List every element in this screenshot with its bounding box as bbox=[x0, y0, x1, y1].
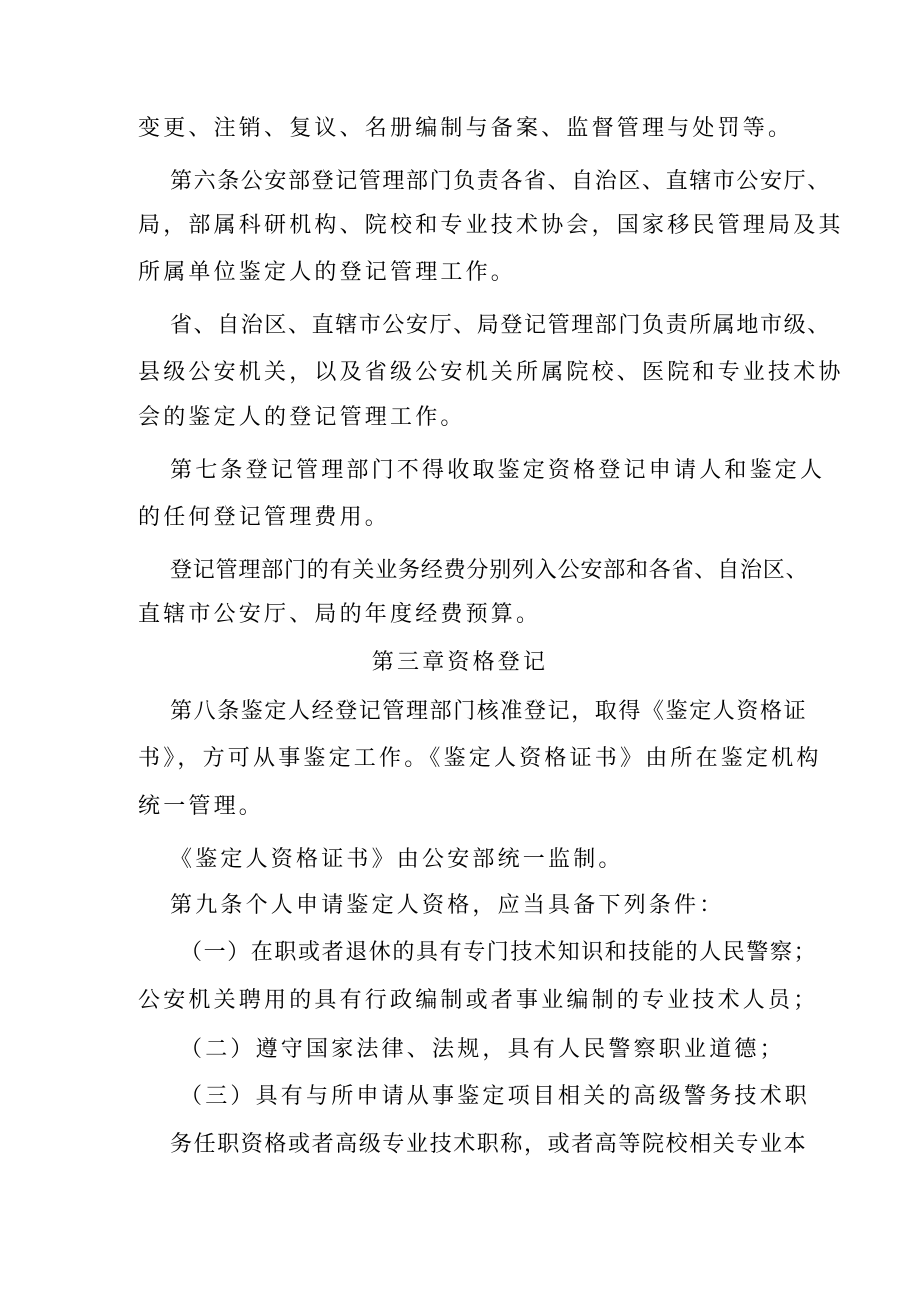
text-line-21: （三）具有与所申请从事鉴定项目相关的高级警务技术职 bbox=[180, 1084, 811, 1109]
text-line-9: 的任何登记管理费用。 bbox=[138, 505, 391, 530]
text-line-15: 统一管理。 bbox=[138, 794, 265, 819]
text-line-16: 《鉴定人资格证书》由公安部统一监制。 bbox=[170, 847, 624, 872]
text-line-13: 第八条鉴定人经登记管理部门核准登记，取得《鉴定人资格证 bbox=[170, 699, 808, 724]
text-line-20: （二）遵守国家法律、法规，具有人民警察职业道德； bbox=[180, 1037, 785, 1062]
text-line-18: （一）在职或者退休的具有专门技术知识和技能的人民警察； bbox=[180, 940, 818, 965]
text-line-4: 所属单位鉴定人的登记管理工作。 bbox=[138, 260, 517, 285]
text-line-10: 登记管理部门的有关业务经费分别列入公安部和各省、自治区、 bbox=[170, 558, 809, 583]
text-line-3: 局，部属科研机构、院校和专业技术协会，国家移民管理局及其 bbox=[138, 213, 844, 238]
text-line-1: 变更、注销、复议、名册编制与备案、监督管理与处罚等。 bbox=[138, 116, 794, 141]
text-line-14: 书》，方可从事鉴定工作。《鉴定人资格证书》由所在鉴定机构 bbox=[138, 746, 822, 771]
text-line-11: 直辖市公安厅、局的年度经费预算。 bbox=[138, 602, 542, 627]
text-line-8: 第七条登记管理部门不得收取鉴定资格登记申请人和鉴定人 bbox=[170, 458, 826, 483]
text-line-2: 第六条公安部登记管理部门负责各省、自治区、直辖市公安厅、 bbox=[170, 169, 831, 194]
text-line-19: 公安机关聘用的具有行政编制或者事业编制的专业技术人员； bbox=[138, 988, 819, 1013]
chapter-heading: 第三章资格登记 bbox=[371, 650, 549, 675]
text-line-5: 省、自治区、直辖市公安厅、局登记管理部门负责所属地市级、 bbox=[170, 313, 831, 338]
text-line-6: 县级公安机关，以及省级公安机关所属院校、医院和专业技术协 bbox=[138, 360, 844, 385]
text-line-7: 会的鉴定人的登记管理工作。 bbox=[138, 405, 466, 430]
text-line-17: 第九条个人申请鉴定人资格，应当具备下列条件： bbox=[170, 893, 725, 918]
text-line-22: 务任职资格或者高级专业技术职称，或者高等院校相关专业本 bbox=[170, 1132, 808, 1157]
